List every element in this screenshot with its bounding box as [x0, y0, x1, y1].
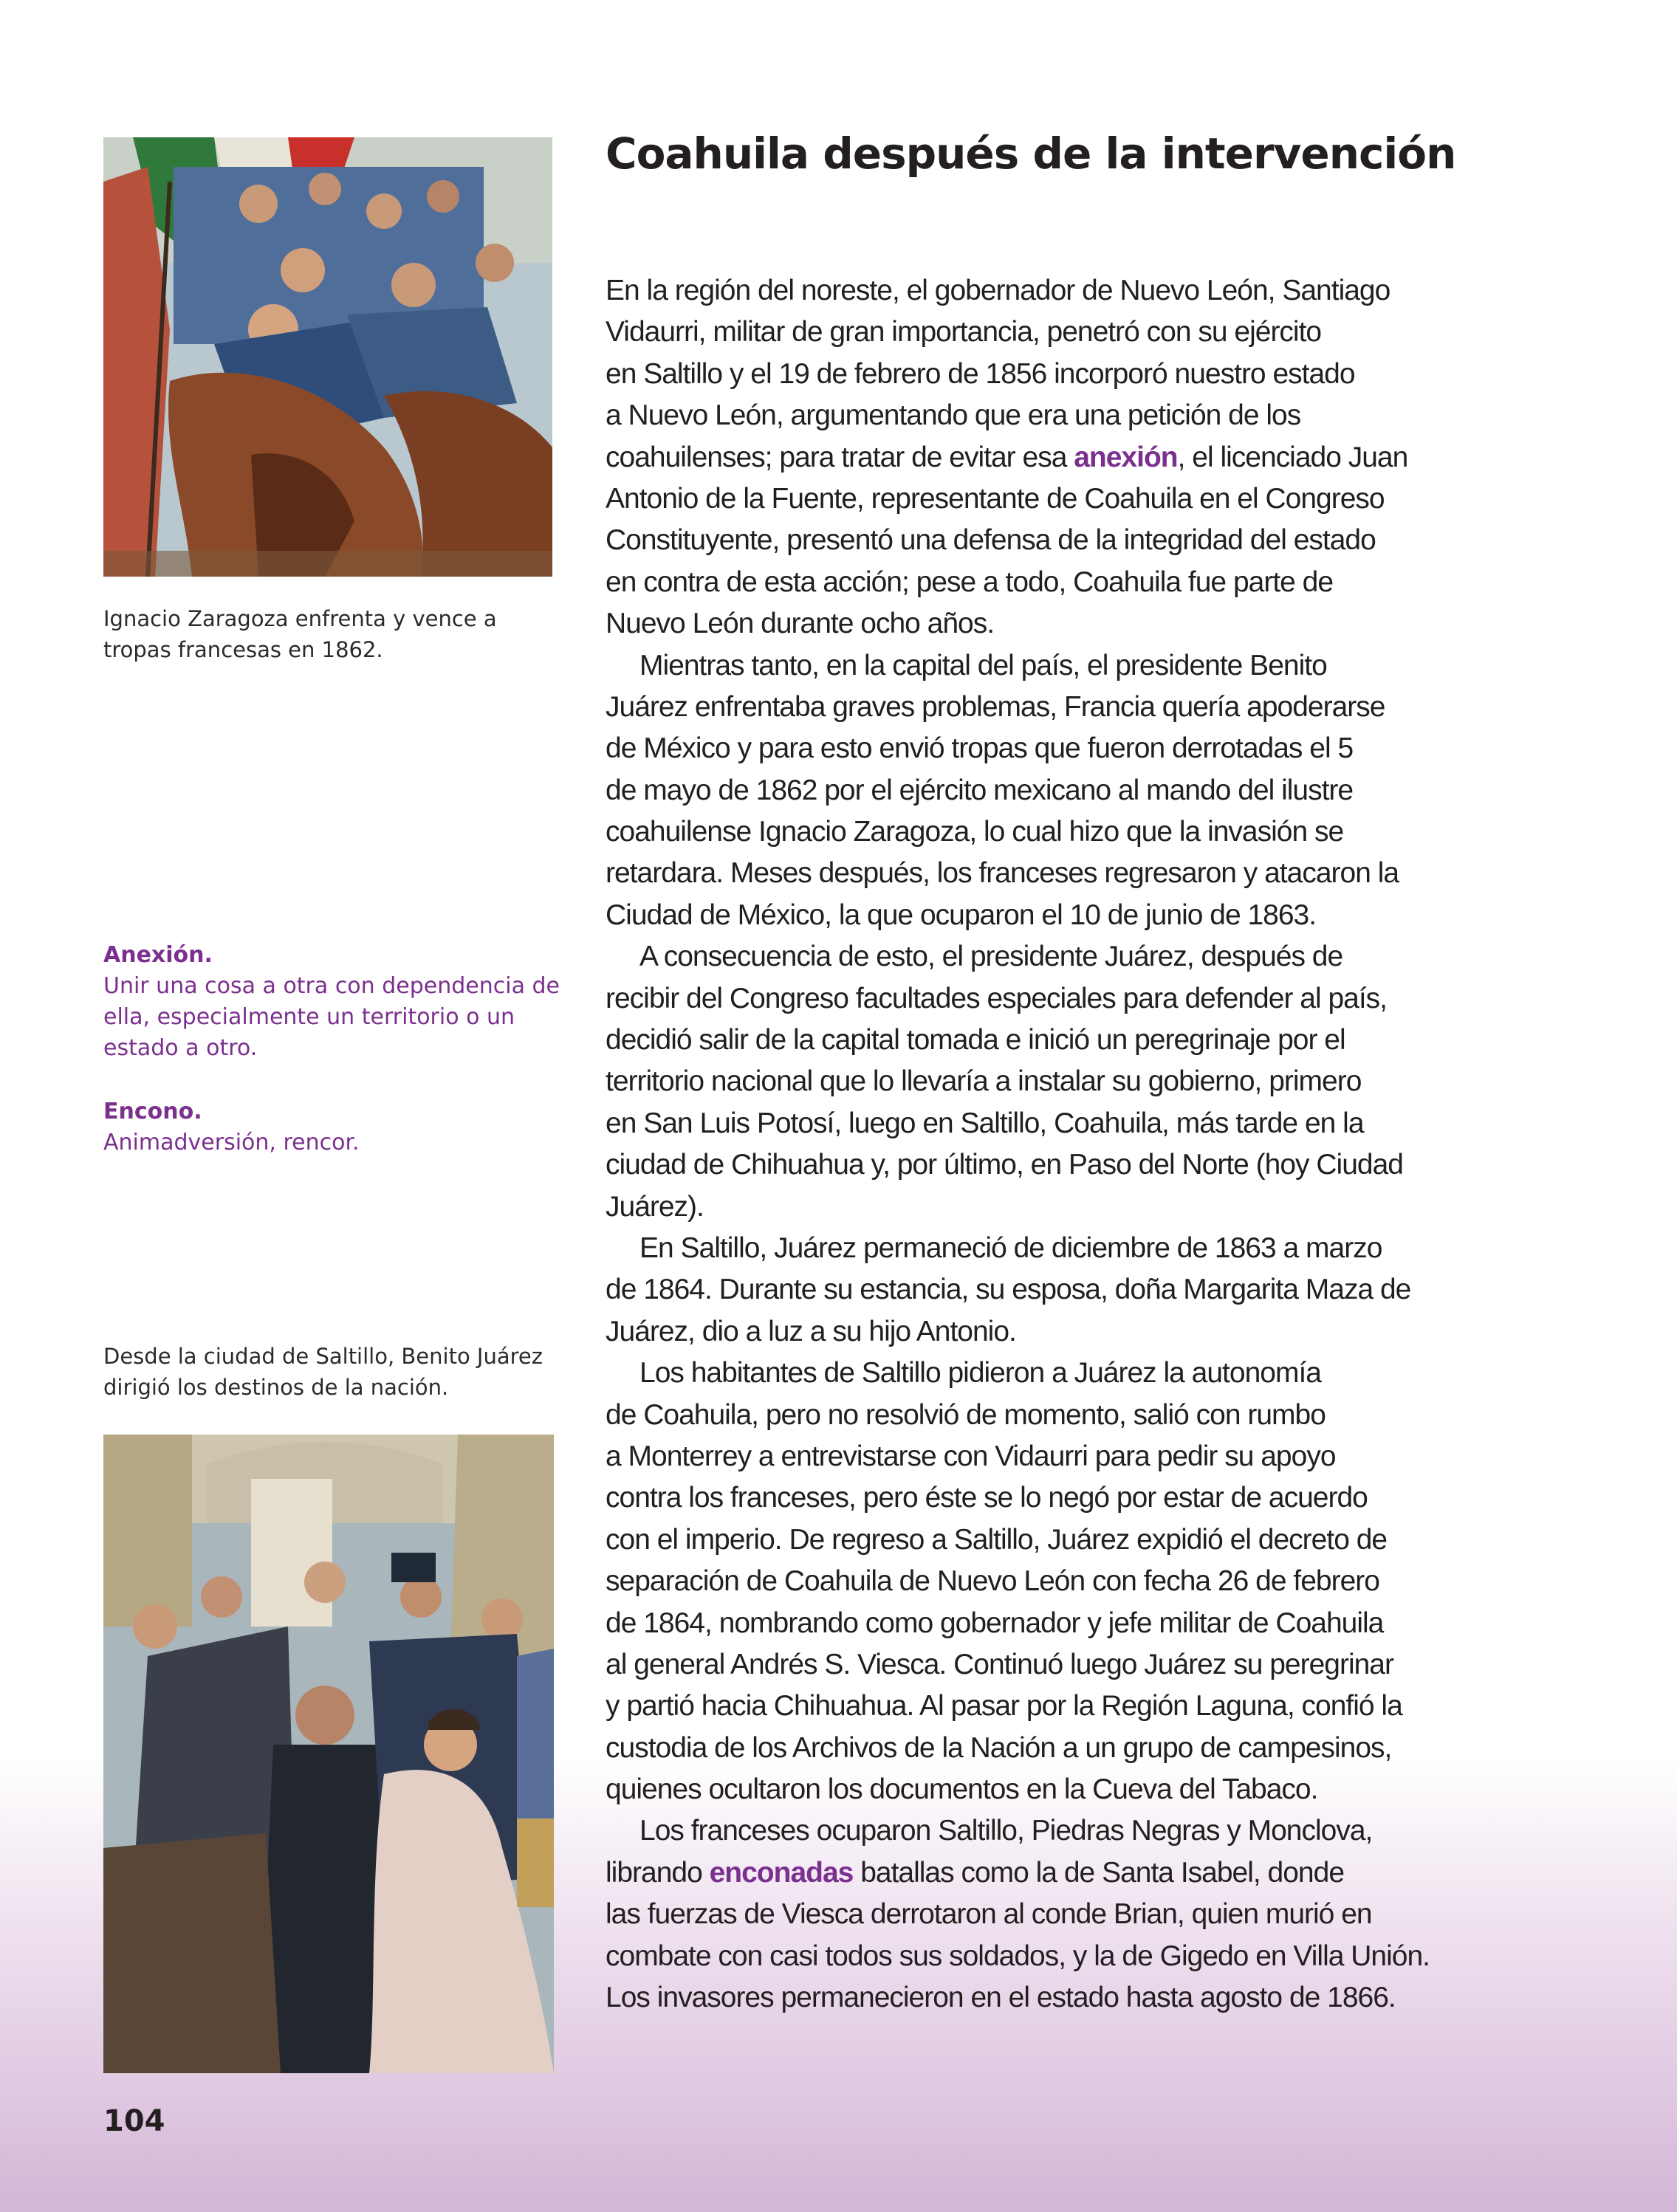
body-line-text: en Saltillo y el 19 de febrero de 1856 incorporó nuestro estado	[606, 357, 1355, 390]
body-line	[606, 562, 1639, 603]
body-line	[606, 1436, 1639, 1477]
body-line	[606, 1810, 1639, 1852]
body-line-text: con el imperio. De regreso a Saltillo, Juárez expidió el decreto de	[606, 1523, 1388, 1556]
body-line-text: recibir del Congreso facultades especiales para defender al país,	[606, 982, 1388, 1014]
painting-juarez-illustration	[103, 1435, 554, 2073]
body-line	[606, 1269, 1639, 1311]
body-line	[606, 354, 1639, 395]
painting-zaragoza-illustration	[103, 137, 552, 577]
glossary-entry-anexion	[103, 940, 561, 1064]
body-line-text: coahuilense Ignacio Zaragoza, lo cual hizo que la invasión se	[606, 816, 1344, 848]
body-line	[606, 395, 1639, 436]
body-line	[606, 1977, 1639, 2019]
body-line-text: en San Luis Potosí, luego en Saltillo, Coahuila, más tarde en la	[606, 1107, 1364, 1139]
body-line	[606, 895, 1639, 936]
body-line-text: las fuerzas de Viesca derrotaron al conde Brian, quien murió en	[606, 1898, 1372, 1931]
body-text	[606, 270, 1639, 2019]
glossary-entry-encono	[103, 1096, 561, 1158]
body-line-text: Juárez, dio a luz a su hijo Antonio.	[606, 1315, 1016, 1347]
body-line	[606, 603, 1639, 645]
body-line	[606, 1395, 1639, 1436]
body-line-text: separación de Coahuila de Nuevo León con fecha 26 de febrero	[606, 1565, 1379, 1598]
body-line-text: Antonio de la Fuente, representante de Coahuila en el Congreso	[606, 482, 1385, 515]
body-line-text: , el licenciado Juan	[1177, 441, 1408, 473]
body-line-text: al general Andrés S. Viesca. Continuó luego Juárez su peregrinar	[606, 1648, 1393, 1680]
glossary-highlight: anexión	[1074, 441, 1178, 473]
painting-juarez-saltillo	[103, 1435, 554, 2073]
body-line-text: Juárez enfrentaba graves problemas, Francia quería apoderarse	[606, 690, 1385, 723]
body-line-text: combate con casi todos sus soldados, y la de Gigedo en Villa Unión.	[606, 1940, 1430, 1972]
glossary-definition: Unir una cosa a otra con dependencia de ella, especialmente un territorio o un estado a otro.	[103, 973, 560, 1061]
body-line	[606, 853, 1639, 894]
body-line-text: A consecuencia de esto, el presidente Juárez, después de	[639, 941, 1343, 973]
body-line	[606, 1103, 1639, 1144]
body-line	[606, 1144, 1639, 1186]
body-line-text: retardara. Meses después, los franceses regresaron y atacaron la	[606, 857, 1399, 890]
glossary-highlight: enconadas	[709, 1856, 854, 1889]
body-line	[606, 1561, 1639, 1602]
body-line	[606, 811, 1639, 853]
body-line-text: librando	[606, 1856, 710, 1889]
body-line-text: coahuilenses; para tratar de evitar esa	[606, 441, 1074, 473]
body-line	[606, 1311, 1639, 1353]
body-line-text: de Coahuila, pero no resolvió de momento, salió con rumbo	[606, 1398, 1326, 1431]
body-line-text: y partió hacia Chihuahua. Al pasar por la Región Laguna, confió la	[606, 1690, 1402, 1722]
glossary-definition: Animadversión, rencor.	[103, 1130, 360, 1155]
figure-caption-zaragoza: Ignacio Zaragoza enfrenta y vence a tropas francesas en 1862.	[103, 606, 497, 662]
body-line	[606, 1228, 1639, 1269]
body-line-text: Mientras tanto, en la capital del país, el presidente Benito	[639, 649, 1327, 681]
body-line	[606, 770, 1639, 811]
body-line-text: custodia de los Archivos de la Nación a un grupo de campesinos,	[606, 1731, 1392, 1764]
body-line	[606, 1477, 1639, 1519]
body-line	[606, 1061, 1639, 1102]
body-line-text: territorio nacional que lo llevaría a instalar su gobierno, primero	[606, 1065, 1362, 1098]
body-line	[606, 1852, 1639, 1894]
body-line-text: Los franceses ocuparon Saltillo, Piedras Negras y Monclova,	[639, 1815, 1373, 1847]
glossary-term: Anexión.	[103, 942, 213, 968]
body-line	[606, 728, 1639, 769]
body-line-text: decidió salir de la capital tomada e inició un peregrinaje por el	[606, 1024, 1345, 1057]
body-line-text: en contra de esta acción; pese a todo, Coahuila fue parte de	[606, 566, 1334, 598]
body-line	[606, 936, 1639, 978]
body-line-text: Constituyente, presentó una defensa de la integridad del estado	[606, 524, 1376, 557]
glossary-term: Encono.	[103, 1099, 202, 1124]
body-line	[606, 1644, 1639, 1686]
body-line	[606, 1728, 1639, 1769]
body-line-text: de México y para esto envió tropas que fueron derrotadas el 5	[606, 732, 1354, 765]
body-line-text: Nuevo León durante ocho años.	[606, 608, 995, 640]
body-line-text: Los habitantes de Saltillo pidieron a Juárez la autonomía	[639, 1357, 1321, 1390]
body-line-text: Juárez).	[606, 1190, 704, 1223]
body-line	[606, 1353, 1639, 1394]
page-number: 104	[103, 2104, 165, 2138]
body-line	[606, 687, 1639, 728]
body-line-text: En la región del noreste, el gobernador de Nuevo León, Santiago	[606, 275, 1390, 306]
body-line	[606, 478, 1639, 520]
body-line-text: a Monterrey a entrevistarse con Vidaurri para pedir su apoyo	[606, 1440, 1336, 1472]
body-line-text: de 1864, nombrando como gobernador y jefe militar de Coahuila	[606, 1607, 1384, 1639]
body-line	[606, 1603, 1639, 1644]
body-line-text: Vidaurri, militar de gran importancia, penetró con su ejército	[606, 316, 1322, 348]
painting-zaragoza-battle	[103, 137, 552, 577]
body-line	[606, 1769, 1639, 1810]
body-line	[606, 645, 1639, 687]
body-line	[606, 1894, 1639, 1935]
body-line	[606, 1186, 1639, 1228]
body-line	[606, 1936, 1639, 1977]
body-line-text: Ciudad de México, la que ocuparon el 10 de junio de 1863.	[606, 899, 1317, 931]
body-line-text: batallas como la de Santa Isabel, donde	[853, 1856, 1345, 1889]
body-line-text: ciudad de Chihuahua y, por último, en Paso del Norte (hoy Ciudad	[606, 1149, 1403, 1181]
body-line	[606, 978, 1639, 1020]
body-line	[606, 270, 1639, 312]
body-line	[606, 1519, 1639, 1561]
figure-caption-juarez: Desde la ciudad de Saltillo, Benito Juárez dirigió los destinos de la nación.	[103, 1344, 543, 1400]
body-line-text: de 1864. Durante su estancia, su esposa, doña Margarita Maza de	[606, 1274, 1411, 1306]
body-line-text: de mayo de 1862 por el ejército mexicano al mando del ilustre	[606, 774, 1354, 806]
body-line	[606, 1686, 1639, 1727]
body-line-text: a Nuevo León, argumentando que era una petición de los	[606, 399, 1301, 432]
body-line-text: En Saltillo, Juárez permaneció de diciembre de 1863 a marzo	[639, 1232, 1382, 1264]
body-line-text: Los invasores permanecieron en el estado hasta agosto de 1866.	[606, 1982, 1396, 2014]
body-line	[606, 1020, 1639, 1061]
page-title: Coahuila después de la intervención	[606, 128, 1456, 179]
body-line-text: quienes ocultaron los documentos en la Cueva del Tabaco.	[606, 1773, 1318, 1806]
body-line	[606, 312, 1639, 353]
body-line-text: contra los franceses, pero éste se lo negó por estar de acuerdo	[606, 1482, 1368, 1514]
body-line	[606, 437, 1639, 478]
body-line	[606, 520, 1639, 561]
